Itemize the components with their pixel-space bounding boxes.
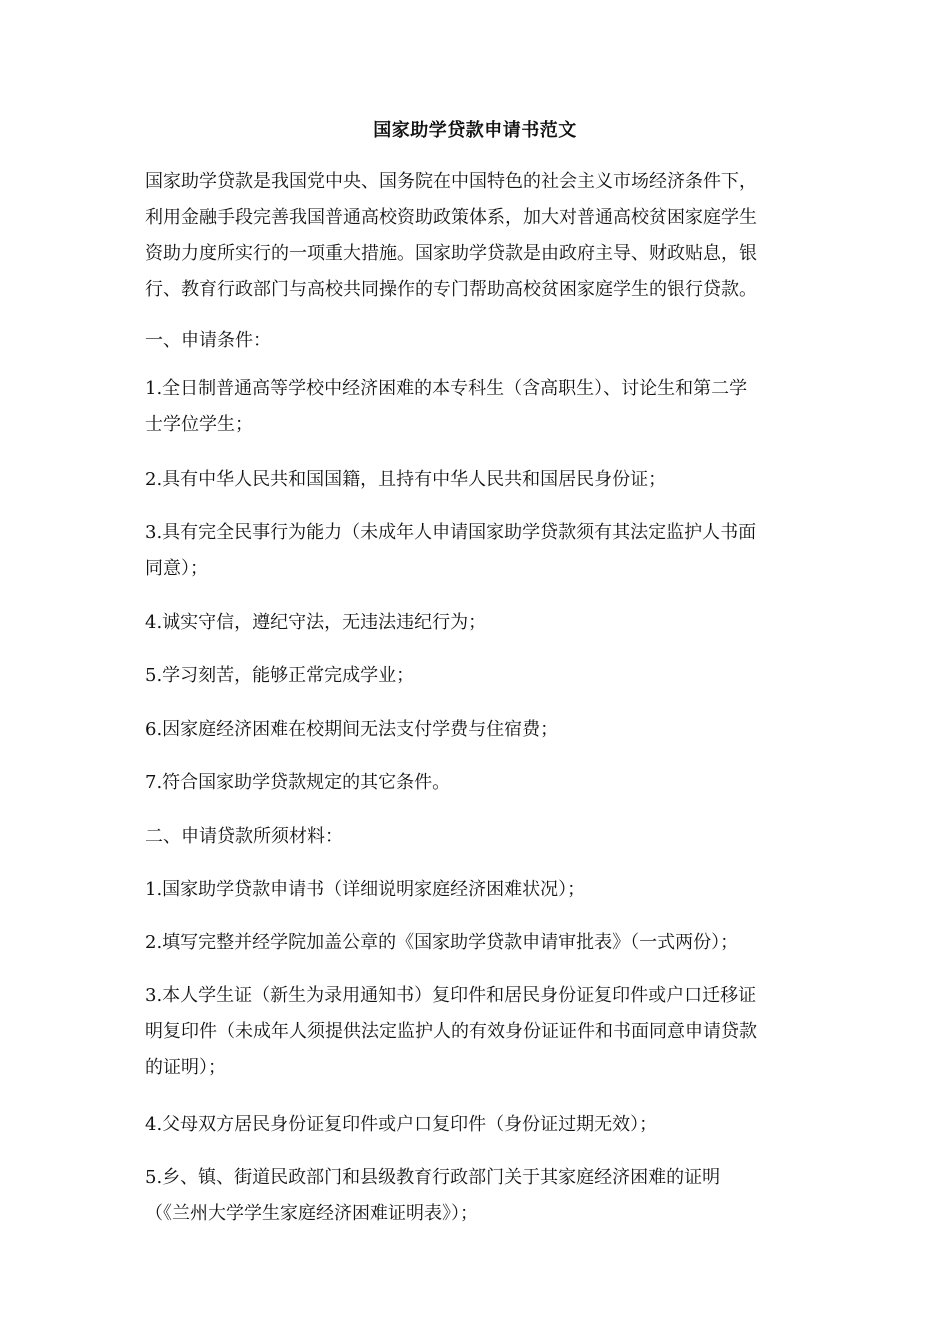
material-line: 5.乡、镇、街道民政部门和县级教育行政部门关于其家庭经济困难的证明 — [145, 1167, 721, 1188]
document-title: 国家助学贷款申请书范文 — [373, 120, 577, 141]
material-line: 1.国家助学贷款申请书（详细说明家庭经济困难状况）； — [145, 879, 586, 900]
condition-line: 士学位学生； — [145, 414, 253, 435]
condition-line: 2.具有中华人民共和国国籍，且持有中华人民共和国居民身份证； — [145, 469, 667, 490]
material-item-1 — [145, 872, 805, 908]
material-line: 明复印件（未成年人须提供法定监护人的有效身份证证件和书面同意申请贷款 — [145, 1021, 757, 1042]
intro-line: 资助力度所实行的一项重大措施。国家助学贷款是由政府主导、财政贴息，银 — [145, 243, 757, 264]
material-item-5 — [145, 1160, 805, 1232]
condition-item-5 — [145, 658, 805, 694]
condition-item-6 — [145, 712, 805, 748]
section-heading-materials — [145, 819, 805, 855]
material-line: 的证明）； — [145, 1057, 226, 1078]
material-line: （《兰州大学学生家庭经济困难证明表》）； — [145, 1203, 478, 1224]
intro-line: 国家助学贷款是我国党中央、国务院在中国特色的社会主义市场经济条件下， — [145, 171, 757, 192]
material-item-2 — [145, 925, 805, 961]
material-line: 2.填写完整并经学院加盖公章的《国家助学贷款申请审批表》（一式两份）； — [145, 932, 739, 953]
condition-item-2 — [145, 462, 805, 498]
condition-line: 4.诚实守信，遵纪守法，无违法违纪行为； — [145, 612, 487, 633]
section-heading-conditions — [145, 323, 805, 359]
material-item-3 — [145, 978, 805, 1086]
condition-line: 7.符合国家助学贷款规定的其它条件。 — [145, 772, 451, 793]
intro-line: 利用金融手段完善我国普通高校资助政策体系，加大对普通高校贫困家庭学生 — [145, 207, 757, 228]
condition-line: 6.因家庭经济困难在校期间无法支付学费与住宿费； — [145, 719, 559, 740]
intro-line: 行、教育行政部门与高校共同操作的专门帮助高校贫困家庭学生的银行贷款。 — [145, 279, 757, 300]
condition-item-7 — [145, 765, 805, 801]
section-heading-text: 一、申请条件： — [145, 330, 271, 351]
condition-line: 5.学习刻苦，能够正常完成学业； — [145, 665, 415, 686]
intro-paragraph — [145, 164, 805, 308]
condition-item-4 — [145, 605, 805, 641]
condition-item-1 — [145, 371, 805, 443]
section-heading-text: 二、申请贷款所须材料： — [145, 826, 343, 847]
condition-item-3 — [145, 515, 805, 587]
condition-line: 3.具有完全民事行为能力（未成年人申请国家助学贷款须有其法定监护人书面 — [145, 522, 757, 543]
condition-line: 1.全日制普通高等学校中经济困难的本专科生（含高职生）、讨论生和第二学 — [145, 378, 748, 399]
material-line: 4.父母双方居民身份证复印件或户口复印件（身份证过期无效）； — [145, 1114, 658, 1135]
condition-line: 同意）； — [145, 558, 208, 579]
material-line: 3.本人学生证（新生为录用通知书）复印件和居民身份证复印件或户口迁移证 — [145, 985, 757, 1006]
material-item-4 — [145, 1107, 805, 1143]
